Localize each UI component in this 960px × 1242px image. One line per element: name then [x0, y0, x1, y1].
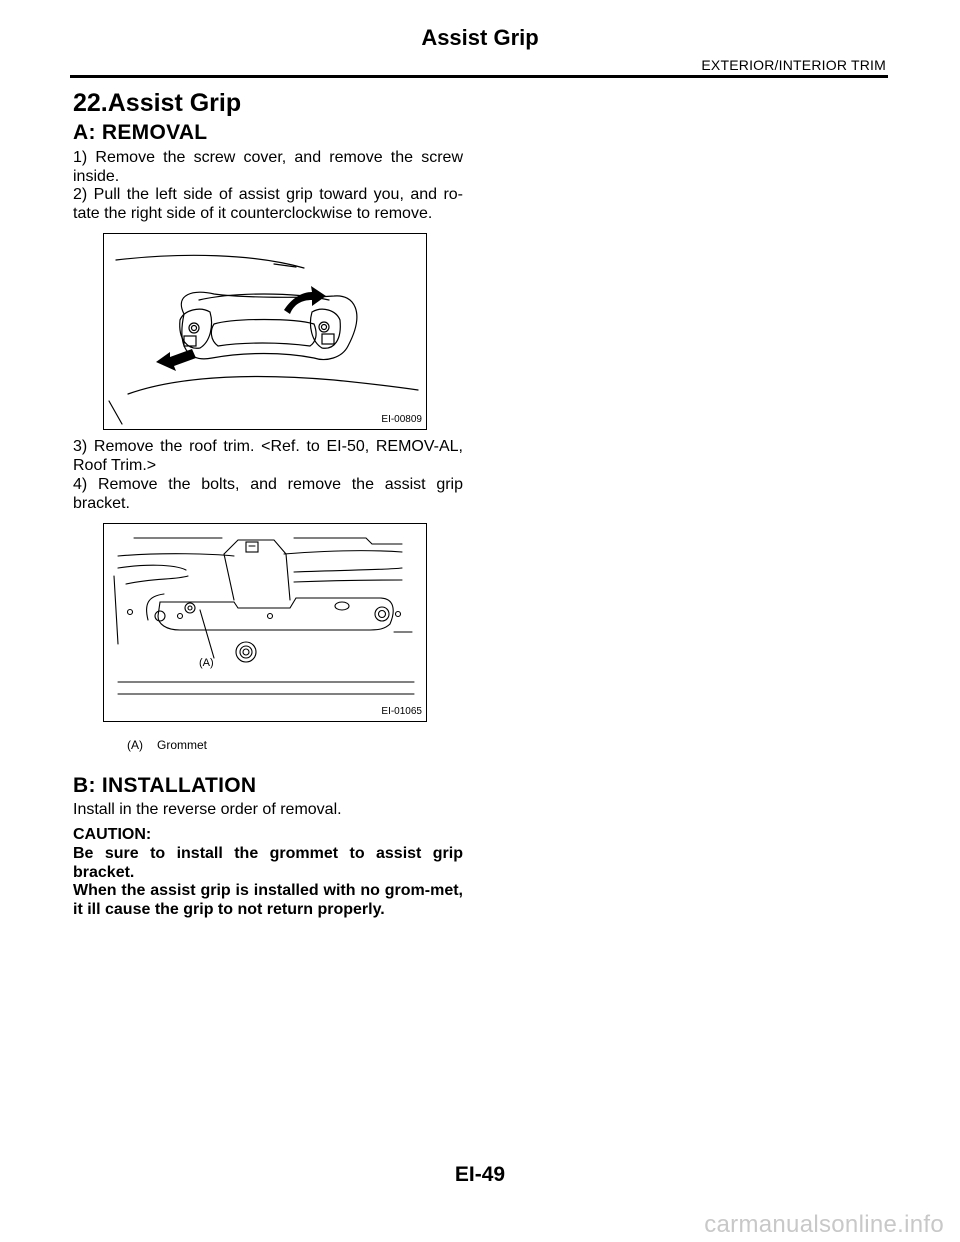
watermark: carmanualsonline.info	[704, 1211, 944, 1238]
figure-2-legend	[127, 738, 207, 752]
removal-step-4: 4) Remove the bolts, and remove the assist grip bracket.	[73, 476, 463, 512]
caution-line-2: When the assist grip is installed with no grom-met, it ill cause the grip to not return properly.	[73, 882, 463, 918]
legend-text: Grommet	[157, 738, 208, 752]
removal-step-1: 1) Remove the screw cover, and remove the screw inside.	[73, 149, 463, 185]
page-number: EI-49	[454, 1163, 506, 1186]
installation-text: Install in the reverse order of removal.	[73, 801, 342, 818]
section-label: EXTERIOR/INTERIOR TRIM	[701, 57, 886, 73]
caution-label: CAUTION:	[73, 826, 152, 843]
installation-heading: B: INSTALLATION	[73, 774, 257, 797]
legend-key: (A)	[127, 738, 143, 752]
bracket-illustration	[104, 524, 426, 721]
figure-1-code: EI-00809	[381, 414, 422, 425]
caution-line-1: Be sure to install the grommet to assist grip bracket.	[73, 845, 463, 881]
header-divider	[70, 75, 888, 78]
removal-step-2: 2) Pull the left side of assist grip toward you, and ro-tate the right side of it counterclockwise to remove.	[73, 186, 463, 222]
figure-assist-grip-bracket	[103, 523, 427, 722]
assist-grip-illustration	[104, 234, 426, 429]
figure-2-code: EI-01065	[381, 706, 422, 717]
page-header-title: Assist Grip	[421, 25, 539, 50]
figure-2-callout: (A)	[199, 657, 214, 669]
figure-assist-grip-removal	[103, 233, 427, 430]
removal-step-3: 3) Remove the roof trim. <Ref. to EI-50, REMOV-AL, Roof Trim.>	[73, 438, 463, 474]
removal-heading: A: REMOVAL	[73, 121, 208, 144]
main-heading: 22.Assist Grip	[73, 89, 242, 117]
